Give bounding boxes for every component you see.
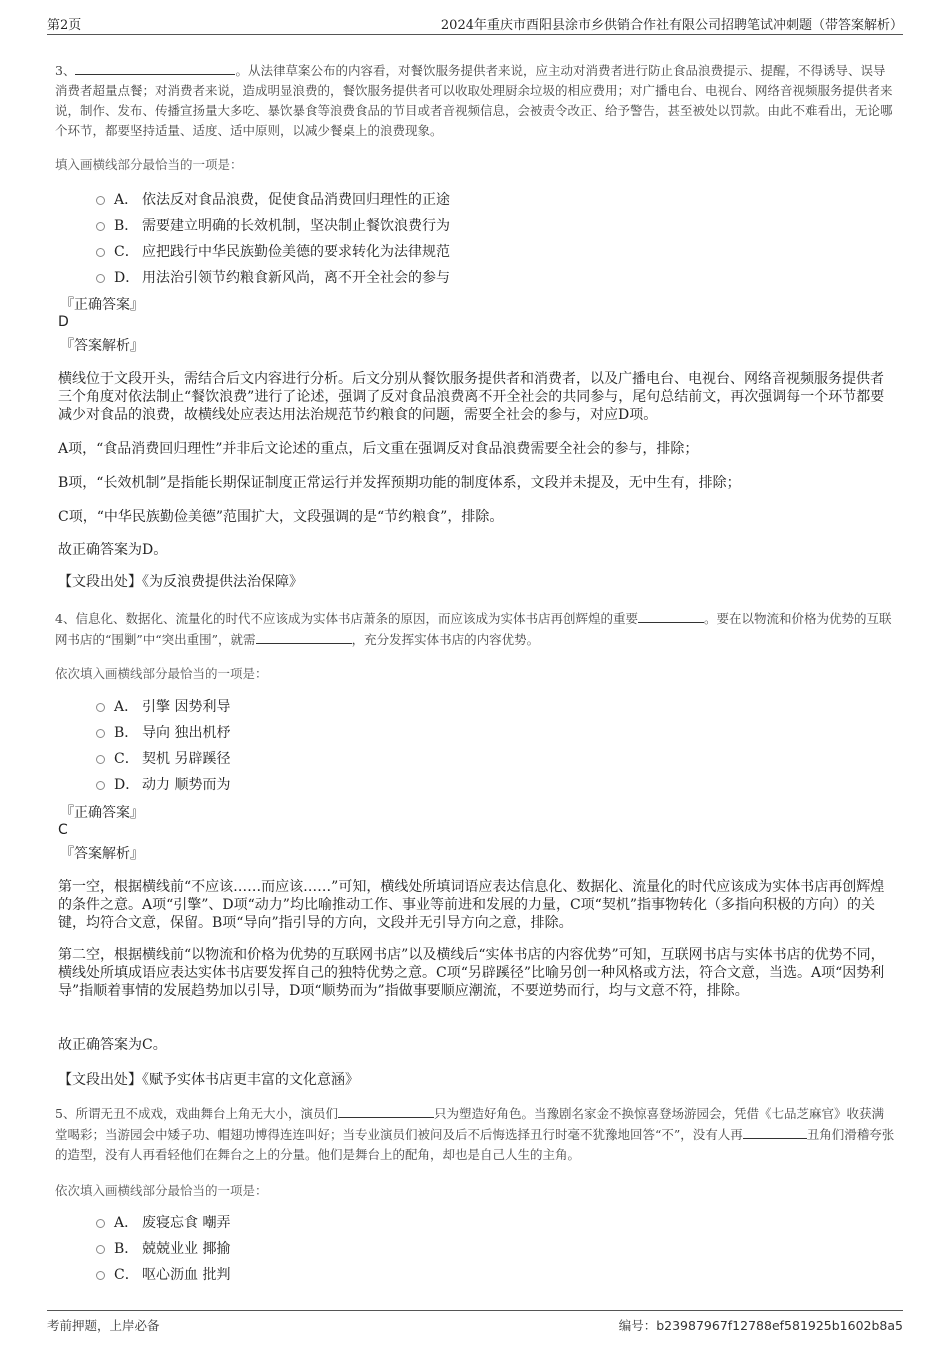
analysis-paragraph: 第二空，根据横线前“以物流和价格为优势的互联网书店”以及横线后“实体书店的内容优势”可知，互联网书店与实体书店的优势不同，横线处所填成语应表达实体书店要发挥自己的独特优势之意。C项“另辟蹊径”比喻另创一种风格或方法，符合文意，当选。A项“因势利导”指顺着事情的发展趋势加以引导，D项“顺势而为”指做事要顺应潮流，不要逆势而行，均与文意不符，排除。	[58, 947, 885, 999]
question-number: 5、	[55, 1106, 76, 1121]
question-prompt: 依次填入画横线部分最恰当的一项是：	[55, 1183, 268, 1198]
option-c[interactable]: C． 契机 另辟蹊径	[96, 746, 230, 772]
radio-icon[interactable]	[96, 1219, 105, 1228]
page-number: 第2页	[47, 18, 82, 33]
analysis-label: 『答案解析』	[60, 846, 144, 862]
question-number: 3、	[55, 63, 76, 78]
answer-label: 『正确答案』	[60, 297, 144, 313]
question-4-text: 4、信息化、数据化、流量化的时代不应该成为实体书店萧条的原因，而应该成为实体书店再创辉煌的重要 。要在以物流和价格为优势的互联网书店的“围剿”中“突出重围”，就需 ，充分发挥实体书店的内容优势。	[55, 608, 895, 650]
fill-blank	[75, 60, 235, 75]
question-body: 。从法律草案公布的内容看，对餐饮服务提供者来说，应主动对消费者进行防止食品浪费提示、提醒，不得诱导、误导消费者超量点餐；对消费者来说，造成明显浪费的，餐饮服务提供者可以收取处理厨余垃圾的相应费用；对广播电台、电视台、网络音视频服务提供者来说，制作、发布、传播宣扬量大多吃、暴饮暴食等浪费食品的节目或者音视频信息，会被责令改正、给予警告，甚至被处以罚款。由此不难看出，无论哪个环节，都要坚持适量、适度、适中原则，以减少餐桌上的浪费现象。	[55, 63, 893, 138]
option-b[interactable]: B． 兢兢业业 揶揄	[96, 1236, 230, 1262]
fill-blank	[256, 629, 352, 644]
option-d[interactable]: D． 动力 顺势而为	[96, 772, 230, 798]
analysis-paragraph: B项，“长效机制”是指能长期保证制度正常运行并发挥预期功能的制度体系，文段并未提及，无中生有，排除；	[58, 475, 741, 491]
radio-icon[interactable]	[96, 729, 105, 738]
analysis-paragraph: A项，“食品消费回归理性”并非后文论述的重点，后文重在强调反对食品浪费需要全社会的参与，排除；	[58, 441, 699, 457]
radio-icon[interactable]	[96, 196, 105, 205]
source-citation: 【文段出处】《赋予实体书店更丰富的文化意涵》	[58, 1072, 359, 1088]
option-d[interactable]: D． 用法治引领节约粮食新风尚，离不开全社会的参与	[96, 265, 450, 291]
answer-value: C	[58, 822, 68, 838]
options-list	[96, 187, 450, 291]
analysis-paragraph: 横线位于文段开头，需结合后文内容进行分析。后文分别从餐饮服务提供者和消费者，以及广播电台、电视台、网络音视频服务提供者三个角度对依法制止“餐饮浪费”进行了论述，强调了反对食品浪费离不开全社会的共同参与，尾句总结前文，再次强调每一个环节都要减少对食品的浪费，故横线处应表达用法治规范节约粮食的问题，需要全社会的参与，对应D项。	[58, 371, 885, 423]
options-list	[96, 694, 230, 798]
radio-icon[interactable]	[96, 1271, 105, 1280]
fill-blank	[638, 608, 704, 623]
document-title: 2024年重庆市酉阳县涂市乡供销合作社有限公司招聘笔试冲刺题（带答案解析）	[440, 18, 903, 33]
radio-icon[interactable]	[96, 222, 105, 231]
option-a[interactable]: A． 废寝忘食 嘲弄	[96, 1210, 230, 1236]
radio-icon[interactable]	[96, 274, 105, 283]
options-list	[96, 1210, 230, 1288]
question-prompt: 依次填入画横线部分最恰当的一项是：	[55, 666, 268, 681]
footer-slogan: 考前押题，上岸必备	[47, 1318, 160, 1333]
page-footer	[47, 1310, 903, 1335]
radio-icon[interactable]	[96, 1245, 105, 1254]
answer-label: 『正确答案』	[60, 805, 144, 821]
question-3-text	[55, 60, 895, 141]
answer-value: D	[58, 314, 69, 330]
page-header	[47, 12, 903, 35]
analysis-paragraph: 故正确答案为C。	[58, 1037, 167, 1053]
question-prompt: 填入画横线部分最恰当的一项是：	[55, 157, 243, 172]
radio-icon[interactable]	[96, 781, 105, 790]
option-b[interactable]: B． 需要建立明确的长效机制，坚决制止餐饮浪费行为	[96, 213, 450, 239]
option-a[interactable]: A． 引擎 因势利导	[96, 694, 230, 720]
option-c[interactable]: C． 呕心沥血 批判	[96, 1262, 230, 1288]
radio-icon[interactable]	[96, 703, 105, 712]
option-c[interactable]: C． 应把践行中华民族勤俭美德的要求转化为法律规范	[96, 239, 450, 265]
fill-blank	[743, 1124, 807, 1139]
radio-icon[interactable]	[96, 248, 105, 257]
analysis-label: 『答案解析』	[60, 338, 144, 354]
analysis-paragraph: 故正确答案为D。	[58, 542, 168, 558]
analysis-paragraph: C项，“中华民族勤俭美德”范围扩大，文段强调的是“节约粮食”，排除。	[58, 509, 504, 525]
radio-icon[interactable]	[96, 755, 105, 764]
option-b[interactable]: B． 导向 独出机杼	[96, 720, 230, 746]
source-citation: 【文段出处】《为反浪费提供法治保障》	[58, 574, 303, 590]
option-a[interactable]: A． 依法反对食品浪费，促使食品消费回归理性的正途	[96, 187, 450, 213]
question-number: 4、	[55, 611, 76, 626]
document-code: 编号：b23987967f12788ef581925b1602b8a5	[618, 1318, 903, 1333]
analysis-paragraph: 第一空，根据横线前“不应该……而应该……”可知，横线处所填词语应表达信息化、数据化、流量化的时代应该成为实体书店再创辉煌的条件之意。A项“引擎”、D项“动力”均比喻推动工作、事业等前进和发展的力量，C项“契机”指事物转化（多指向积极的方向）的关键，均符合文意，保留。B项“导向”指引导的方向，文段并无引导方向之意，排除。	[58, 879, 885, 931]
question-5-text: 5、所谓无丑不成戏，戏曲舞台上角无大小，演员们 只为塑造好角色。当豫剧名家金不换惊喜登场游园会，凭借《七品芝麻官》收获满堂喝彩；当游园会中矮子功、帽翅功博得连连叫好；当专业演员们被问及后不后悔选择丑行时毫不犹豫地回答“不”，没有人再 丑角们滑稽夸张的造型，没有人再看轻他们在舞台之上的分量。他们是舞台上的配角，却也是自己人生的主角。	[55, 1103, 895, 1165]
fill-blank	[338, 1103, 434, 1118]
